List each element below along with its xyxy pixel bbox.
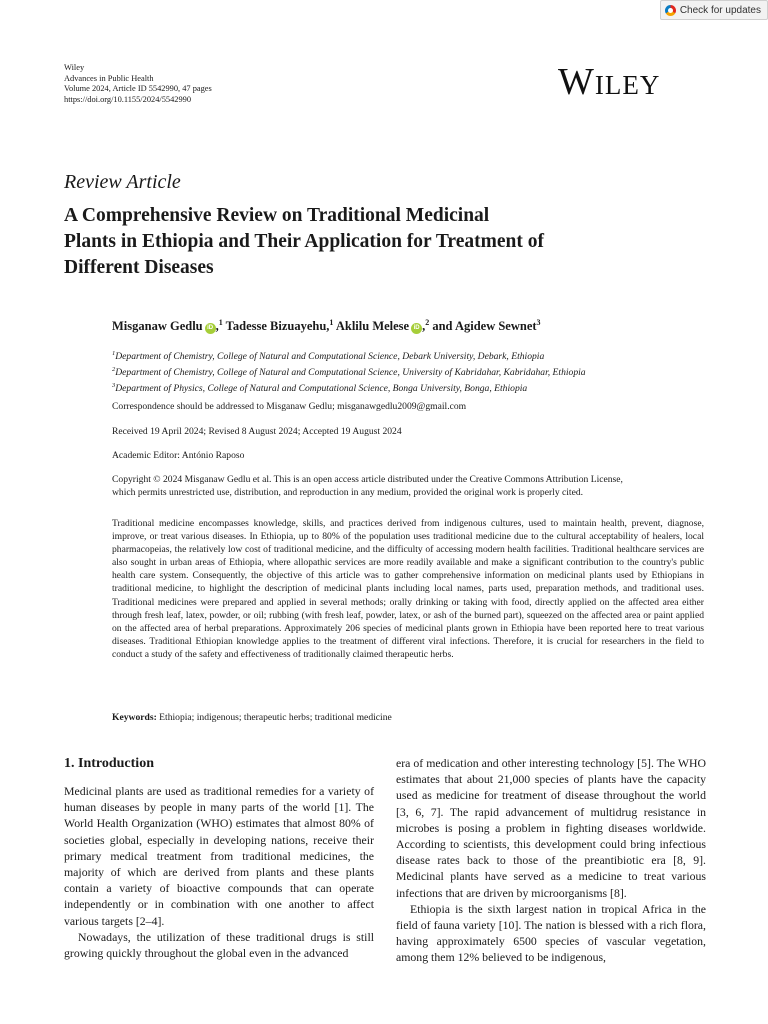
- received-dates: Received 19 April 2024; Revised 8 August 2024; Accepted 19 August 2024: [112, 426, 402, 437]
- body-paragraph: Medicinal plants are used as traditional remedies for a variety of human diseases by people in many parts of the world [1]. The World Health Organization (WHO) estimates that almost 80% of societies global, especially in developing nations, receive their primary medical treatment from traditional medicines, the majority of which are derived from plants and these plants contain a variety of bioactive compounds that can operate independently or in combination with one another to affect various targets [2–4].: [64, 784, 374, 928]
- wiley-logo: Wiley: [558, 61, 661, 103]
- keywords-label: Keywords:: [112, 712, 157, 723]
- article-type: Review Article: [64, 171, 181, 193]
- body-column-right: [396, 755, 706, 966]
- doi-link[interactable]: https://doi.org/10.1155/2024/5542990: [64, 94, 192, 104]
- affiliation-number: 2: [112, 366, 116, 374]
- affiliation-item: [112, 347, 586, 363]
- abstract: Traditional medicine encompasses knowledge, skills, and practices derived from indigenous cultures, used to maintain health, prevent, diagnose, improve, or treat various diseases. In Ethiopia, up to 80% of the population uses traditional medicine due to the cultural acceptability of healers, local pharmacopeias, the relatively low cost of traditional medicine, and the difficulty of accessing modern health facilities. Traditional healthcare services are also sought in urban areas of Ethiopia, where allopathic services are more readily available and make a significant contribution to the country's public health care system. Consequently, the objective of this article was to gather comprehensive information on medicinal plants used by Ethiopians in traditional medicine, to highlight the description of medicinal plants including local names, parts used, preparation methods, and traditional uses. Traditional medicines were prepared and applied in several methods; orally drinking or taking with food, directly applied on the affected area either through fresh leaf, latex, powder, or oil; rubbing (with fresh leaf, powder, latex, or ash of the burned part), squeezed on the affected area or paint applied on the affected area of herbal preparations. Approximately 206 species of medicinal plants grown in Ethiopia have been reported here to treat various diseases. Traditional Ethiopian knowledge applies to the treatment of different viral infections. Therefore, it is crucial for researchers in the field to conduct a study of the safety and effectiveness of traditionally claimed therapeutic herbs.: [112, 518, 704, 660]
- author-name[interactable]: and Agidew Sewnet: [432, 319, 537, 334]
- copyright-notice: [112, 473, 712, 500]
- copyright-line: Copyright © 2024 Misganaw Gedlu et al. This is an open access article distributed under the Creative Commons Attribution License,: [112, 474, 623, 485]
- keywords-list: Ethiopia; indigenous; therapeutic herbs; traditional medicine: [159, 712, 392, 723]
- affiliation-text: Department of Chemistry, College of Natural and Computational Science, Debark University, Debark, Ethiopia: [115, 351, 545, 363]
- author-affiliation: 1: [218, 318, 223, 327]
- author-affiliation: 1: [329, 318, 334, 327]
- author-affiliation: 3: [536, 318, 541, 327]
- publisher-name: Wiley: [64, 63, 85, 72]
- body-paragraph: era of medication and other interesting technology [5]. The WHO estimates that about 21,000 species of plants have the capacity used as medicine for treatment of disease throughout the world [3, 6, 7]. The rapid advancement of multidrug resistance in microbes is posing a problem in fighting diseases worldwide. According to scientists, this development could bring infectious disease rates back to those of the preantibiotic era [8, 9]. Medicinal plants have served as a medicine to treat various infections that are driven by microorganisms [8].: [396, 756, 706, 900]
- title-line: Plants in Ethiopia and Their Application for Treatment of: [64, 231, 544, 252]
- affiliation-text: Department of Physics, College of Natural and Computational Science, Bonga University, Bonga, Ethiopia: [115, 383, 528, 395]
- affiliation-number: 1: [112, 350, 116, 357]
- check-for-updates-button[interactable]: [660, 0, 768, 20]
- volume-info: Volume 2024, Article ID 5542990, 47 pages: [64, 84, 212, 94]
- author-list: Misganaw Gedlu iD ,$^1$ Tadesse Bizuayehu,$^1$ Aklilu Melese iD ,$^2$ and Agidew Sewnet$^3$: [112, 318, 541, 334]
- article-title: [64, 203, 684, 281]
- orcid-icon[interactable]: iD: [205, 323, 216, 334]
- affiliation-text: Department of Chemistry, College of Natural and Computational Science, University of Kabridahar, Kabridahar, Ethiopia: [115, 367, 586, 379]
- academic-editor: Academic Editor: António Raposo: [112, 450, 245, 461]
- body-paragraph: Ethiopia is the sixth largest nation in tropical Africa in the field of fauna variety [10]. The nation is blessed with a rich flora, having approximately 6500 species of vascular vegetation, among them 12% believed to be indigenous,: [396, 901, 706, 965]
- affiliation-item: [112, 363, 586, 379]
- journal-name: Advances in Public Health: [64, 73, 154, 83]
- title-line: A Comprehensive Review on Traditional Medicinal: [64, 205, 490, 226]
- check-for-updates-label: Check for updates: [679, 4, 761, 16]
- affiliation-item: [112, 379, 586, 395]
- copyright-line: which permits unrestricted use, distribution, and reproduction in any medium, provided the original work is properly cited.: [112, 487, 584, 499]
- correspondence: Correspondence should be addressed to Misganaw Gedlu; misganawgedlu2009@gmail.com: [112, 401, 467, 412]
- crossmark-icon: [665, 5, 676, 16]
- body-column-left: [64, 755, 374, 961]
- affiliations: [112, 347, 586, 396]
- keywords: [112, 712, 392, 723]
- section-heading: 1. Introduction: [64, 756, 154, 771]
- title-line: Different Diseases: [64, 257, 214, 278]
- journal-meta: [64, 63, 212, 105]
- orcid-icon[interactable]: iD: [411, 323, 422, 334]
- author-name[interactable]: Aklilu Melese: [335, 319, 410, 334]
- author-name[interactable]: Misganaw Gedlu: [112, 319, 203, 334]
- author-name[interactable]: Tadesse Bizuayehu,: [225, 319, 330, 334]
- affiliation-number: 3: [112, 382, 116, 390]
- author-affiliation: 2: [425, 318, 430, 327]
- body-paragraph: Nowadays, the utilization of these traditional drugs is still growing quickly throughout the global even in the advanced: [64, 929, 374, 961]
